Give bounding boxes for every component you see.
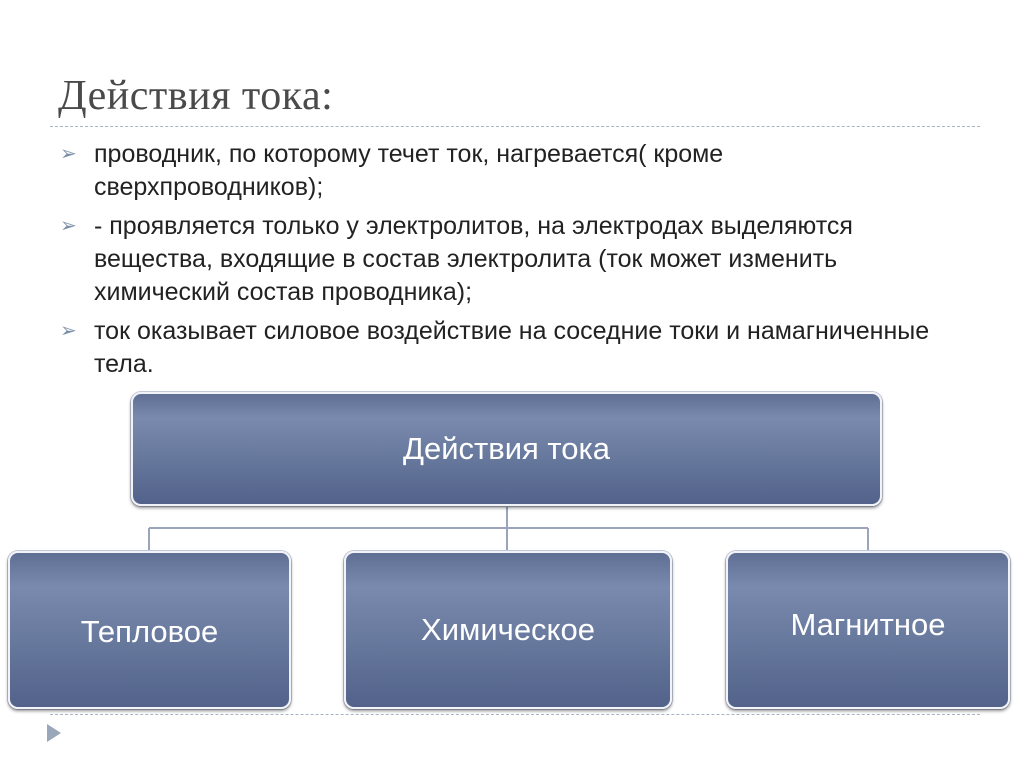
diagram-node-magnetic: Магнитное (726, 551, 1010, 709)
bullet-text: - проявляется только у электролитов, на электродах выделяются вещества, входящие в состав электролита (ток может изменить химический состав проводника); (94, 212, 853, 306)
diagram-node-thermal: Тепловое (8, 551, 291, 709)
title-divider (50, 126, 980, 127)
bullet-text: ток оказывает силовое воздействие на соседние токи и намагниченные тела. (94, 317, 930, 378)
triangle-next-icon[interactable] (47, 724, 61, 742)
diagram-root-node: Действия тока (131, 392, 882, 506)
bullet-item (58, 210, 958, 309)
bullet-item (58, 315, 958, 381)
arrow-bullet-icon: ➢ (60, 215, 77, 237)
bullet-list (58, 138, 958, 387)
diagram-node-chemical: Химическое (344, 551, 672, 709)
arrow-bullet-icon: ➢ (60, 143, 77, 165)
footer-divider (50, 714, 980, 715)
bullet-item (58, 138, 958, 204)
slide-title: Действия тока: (58, 73, 334, 119)
bullet-text: проводник, по которому течет ток, нагревается( кроме сверхпроводников); (94, 140, 724, 201)
arrow-bullet-icon: ➢ (60, 320, 77, 342)
